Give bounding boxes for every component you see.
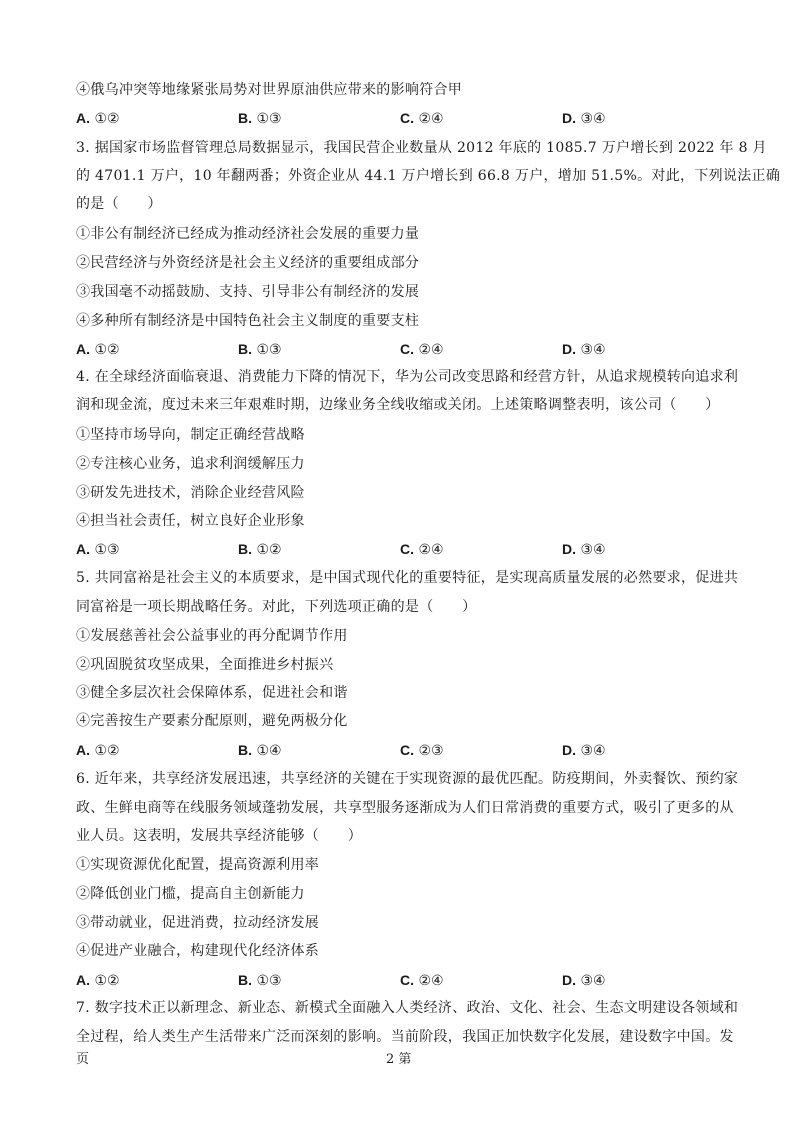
q2-choice-a: A. ①② bbox=[76, 110, 120, 127]
q3-option-1: ①非公有制经济已经成为推动经济社会发展的重要力量 bbox=[76, 226, 420, 242]
q5-choice-a: A. ①② bbox=[76, 742, 120, 759]
q3-stem-line-3: 的是（ ） bbox=[76, 196, 162, 212]
q6-option-1: ①实现资源优化配置，提高资源利用率 bbox=[76, 857, 320, 873]
q6-choice-b: B. ①③ bbox=[238, 972, 282, 989]
q3-option-4: ④多种所有制经济是中国特色社会主义制度的重要支柱 bbox=[76, 313, 420, 329]
q4-option-4: ④担当社会责任，树立良好企业形象 bbox=[76, 513, 305, 529]
q6-stem-line-3: 业人员。这表明，发展共享经济能够（ ） bbox=[76, 828, 362, 844]
q4-choice-d: D. ③④ bbox=[562, 541, 606, 558]
q3-choices bbox=[76, 339, 726, 359]
q5-option-4: ④完善按生产要素分配原则，避免两极分化 bbox=[76, 713, 348, 729]
q4-option-3: ③研发先进技术，消除企业经营风险 bbox=[76, 485, 305, 501]
q5-choice-b: B. ①④ bbox=[238, 742, 282, 759]
q6-option-3: ③带动就业，促进消费，拉动经济发展 bbox=[76, 915, 320, 931]
q5-choice-c: C. ②③ bbox=[400, 742, 444, 759]
q5-option-1: ①发展慈善社会公益事业的再分配调节作用 bbox=[76, 628, 348, 644]
q2-option-4: ④俄乌冲突等地缘紧张局势对世界原油供应带来的影响符合甲 bbox=[76, 82, 463, 98]
q2-choice-c: C. ②④ bbox=[400, 110, 444, 127]
q5-choice-d: D. ③④ bbox=[562, 742, 606, 759]
q3-choice-c: C. ②④ bbox=[400, 341, 444, 358]
q2-choice-b: B. ①③ bbox=[238, 110, 282, 127]
q7-stem-line-2: 全过程，给人类生产生活带来广泛而深刻的影响。当前阶段，我国正加快数字化发展，建设数字中国。发 bbox=[76, 1029, 734, 1045]
q5-option-2: ②巩固脱贫攻坚成果，全面推进乡村振兴 bbox=[76, 657, 334, 673]
q5-choices bbox=[76, 740, 726, 760]
q3-choice-a: A. ①② bbox=[76, 341, 120, 358]
q4-choice-a: A. ①③ bbox=[76, 541, 120, 558]
q6-choice-c: C. ②④ bbox=[400, 972, 444, 989]
q5-stem-line-2: 同富裕是一项长期战略任务。对此，下列选项正确的是（ ） bbox=[76, 599, 477, 615]
q6-option-2: ②降低创业门槛，提高自主创新能力 bbox=[76, 886, 305, 902]
q3-stem-line-2: 的 4701.1 万户，10 年翻两番；外资企业从 44.1 万户增长到 66.8 万户，增加 51.5%。对此，下列说法正确 bbox=[76, 168, 781, 184]
q6-option-4: ④促进产业融合，构建现代化经济体系 bbox=[76, 943, 320, 959]
q3-choice-d: D. ③④ bbox=[562, 341, 606, 358]
q4-option-2: ②专注核心业务，追求利润缓解压力 bbox=[76, 456, 305, 472]
q6-choices bbox=[76, 970, 726, 990]
q3-choice-b: B. ①③ bbox=[238, 341, 282, 358]
q5-option-3: ③健全多层次社会保障体系，促进社会和谐 bbox=[76, 685, 348, 701]
q6-choice-a: A. ①② bbox=[76, 972, 120, 989]
footer-page-number: 2 第 bbox=[386, 1052, 412, 1067]
q2-choices bbox=[76, 108, 726, 128]
q2-choice-d: D. ③④ bbox=[562, 110, 606, 127]
q6-choice-d: D. ③④ bbox=[562, 972, 606, 989]
q3-stem-line-1: 3. 据国家市场监督管理总局数据显示，我国民营企业数量从 2012 年底的 1085.7 万户增长到 2022 年 8 月 bbox=[76, 140, 767, 156]
q4-stem-line-1: 4. 在全球经济面临衰退、消费能力下降的情况下，华为公司改变思路和经营方针，从追求规模转向追求利 bbox=[76, 369, 739, 385]
q6-stem-line-2: 政、生鲜电商等在线服务领域蓬勃发展，共享型服务逐渐成为人们日常消费的重要方式，吸引了更多的从 bbox=[76, 800, 734, 816]
footer-page-label: 页 bbox=[76, 1052, 90, 1067]
q3-option-3: ③我国毫不动摇鼓励、支持、引导非公有制经济的发展 bbox=[76, 284, 420, 300]
q4-option-1: ①坚持市场导向，制定正确经营战略 bbox=[76, 427, 305, 443]
q4-choice-b: B. ①② bbox=[238, 541, 282, 558]
q3-option-2: ②民营经济与外资经济是社会主义经济的重要组成部分 bbox=[76, 255, 420, 271]
q4-stem-line-2: 润和现金流，度过未来三年艰难时期，边缘业务全线收缩或关闭。上述策略调整表明，该公司（ ） bbox=[76, 397, 720, 413]
q7-stem-line-1: 7. 数字技术正以新理念、新业态、新模式全面融入人类经济、政治、文化、社会、生态文明建设各领域和 bbox=[76, 1000, 739, 1016]
q4-choices bbox=[76, 539, 726, 559]
q4-choice-c: C. ②④ bbox=[400, 541, 444, 558]
q5-stem-line-1: 5. 共同富裕是社会主义的本质要求，是中国式现代化的重要特征，是实现高质量发展的必然要求，促进共 bbox=[76, 570, 739, 586]
q6-stem-line-1: 6. 近年来，共享经济发展迅速，共享经济的关键在于实现资源的最优匹配。防疫期间，外卖餐饮、预约家 bbox=[76, 771, 739, 787]
